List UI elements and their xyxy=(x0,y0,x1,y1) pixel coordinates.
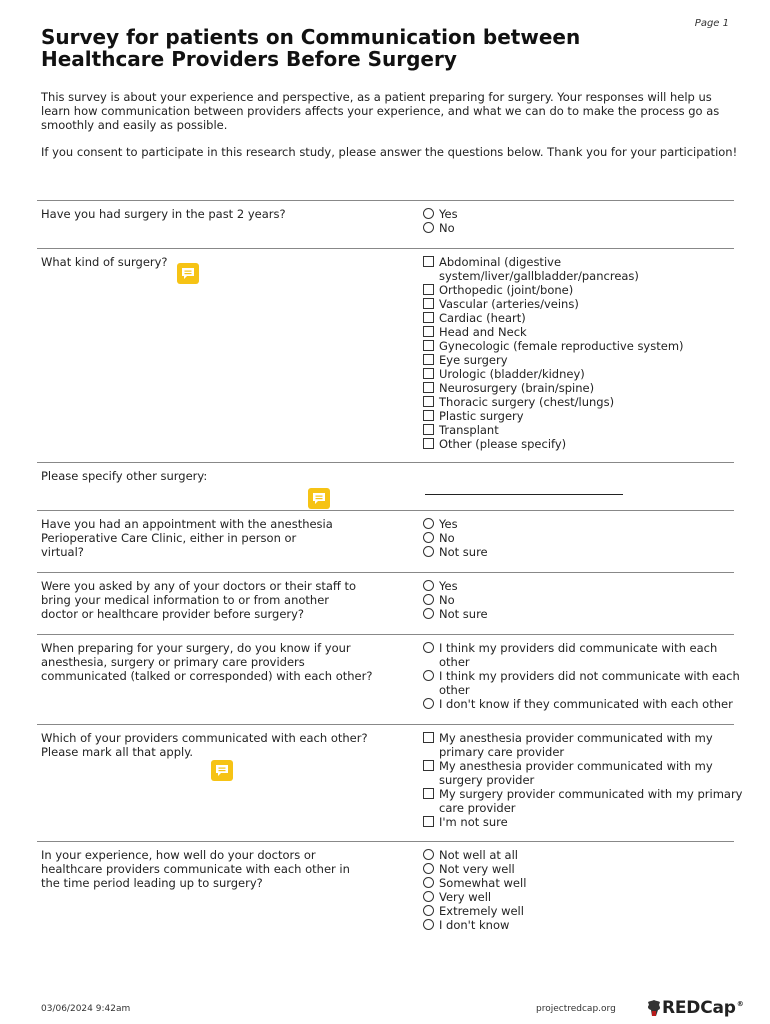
option-label: My anesthesia provider communicated with my surgery provider xyxy=(439,759,713,787)
option-label: Head and Neck xyxy=(439,325,527,339)
checkbox[interactable] xyxy=(423,816,434,827)
checkbox[interactable] xyxy=(423,284,434,295)
option-label: My anesthesia provider communicated with my primary care provider xyxy=(439,731,713,759)
option-label: I think my providers did communicate with each other xyxy=(439,641,718,669)
consent-paragraph: If you consent to participate in this research study, please answer the questions below. Thank you for your participation! xyxy=(41,145,738,159)
option[interactable] xyxy=(423,848,753,862)
option-label: Transplant xyxy=(439,423,499,437)
option[interactable] xyxy=(423,815,748,829)
footer-timestamp: 03/06/2024 9:42am xyxy=(41,1004,131,1014)
option-label: Not well at all xyxy=(439,848,518,862)
option-label: I think my providers did not communicate with each other xyxy=(439,669,740,697)
option[interactable] xyxy=(423,531,753,545)
options-anesthesia-clinic xyxy=(423,517,753,559)
option-label: No xyxy=(439,221,455,235)
options-providers-communicated xyxy=(423,641,748,711)
checkbox[interactable] xyxy=(423,424,434,435)
option[interactable] xyxy=(423,890,753,904)
option-label: Gynecologic (female reproductive system) xyxy=(439,339,684,353)
option[interactable] xyxy=(423,437,753,451)
logo-wordmark: REDCap® xyxy=(662,998,744,1018)
option-label: I'm not sure xyxy=(439,815,508,829)
option-label: Neurosurgery (brain/spine) xyxy=(439,381,595,395)
option[interactable] xyxy=(423,876,753,890)
question-surgery-kind: What kind of surgery? xyxy=(41,255,168,269)
divider xyxy=(37,510,734,511)
option[interactable] xyxy=(423,311,753,325)
divider xyxy=(37,572,734,573)
option[interactable] xyxy=(423,409,753,423)
option-label: My surgery provider communicated with my primary care provider xyxy=(439,787,743,815)
radio-button[interactable] xyxy=(423,891,434,902)
option[interactable] xyxy=(423,325,753,339)
radio-button[interactable] xyxy=(423,919,434,930)
divider xyxy=(37,248,734,249)
checkbox[interactable] xyxy=(423,312,434,323)
option[interactable] xyxy=(423,731,748,759)
radio-button[interactable] xyxy=(423,222,434,233)
radio-button[interactable] xyxy=(423,580,434,591)
option[interactable] xyxy=(423,669,748,697)
option[interactable] xyxy=(423,255,753,283)
options-bring-info xyxy=(423,579,753,621)
option[interactable] xyxy=(423,759,748,787)
checkbox[interactable] xyxy=(423,354,434,365)
option[interactable] xyxy=(423,207,753,221)
options-which-providers xyxy=(423,731,748,829)
other-surgery-input[interactable] xyxy=(425,494,623,495)
option-label: Yes xyxy=(439,517,458,531)
survey-title: Survey for patients on Communication between Healthcare Providers Before Surgery xyxy=(41,25,581,71)
option-label: Thoracic surgery (chest/lungs) xyxy=(439,395,615,409)
option-label: Cardiac (heart) xyxy=(439,311,526,325)
comment-bubble-icon[interactable] xyxy=(177,263,199,284)
option[interactable] xyxy=(423,353,753,367)
option-label: Somewhat well xyxy=(439,876,527,890)
options-recent-surgery xyxy=(423,207,753,235)
radio-button[interactable] xyxy=(423,208,434,219)
checkbox[interactable] xyxy=(423,396,434,407)
option[interactable] xyxy=(423,221,753,235)
option-label: Other (please specify) xyxy=(439,437,567,451)
option[interactable] xyxy=(423,381,753,395)
radio-button[interactable] xyxy=(423,546,434,557)
option[interactable] xyxy=(423,367,753,381)
radio-button[interactable] xyxy=(423,518,434,529)
footer-site-link[interactable]: projectredcap.org xyxy=(536,1004,616,1014)
divider xyxy=(37,634,734,635)
option-label: Not sure xyxy=(439,607,488,621)
redcap-logo-icon xyxy=(646,999,662,1017)
option[interactable] xyxy=(423,607,753,621)
option[interactable] xyxy=(423,904,753,918)
checkbox[interactable] xyxy=(423,382,434,393)
option[interactable] xyxy=(423,697,748,711)
option[interactable] xyxy=(423,283,753,297)
option[interactable] xyxy=(423,545,753,559)
radio-button[interactable] xyxy=(423,670,434,681)
radio-button[interactable] xyxy=(423,698,434,709)
intro-paragraph: This survey is about your experience and perspective, as a patient preparing for surgery. Your responses will help us learn how communication between providers affects your experience, and what we can do to make the process go as smoothly and easily as possible. xyxy=(41,90,720,132)
checkbox[interactable] xyxy=(423,298,434,309)
option-label: I don't know if they communicated with each other xyxy=(439,697,733,711)
radio-button[interactable] xyxy=(423,532,434,543)
comment-bubble-icon[interactable] xyxy=(211,760,233,781)
checkbox[interactable] xyxy=(423,410,434,421)
checkbox[interactable] xyxy=(423,368,434,379)
redcap-logo xyxy=(646,997,744,1019)
radio-button[interactable] xyxy=(423,863,434,874)
radio-button[interactable] xyxy=(423,877,434,888)
option-label: I don't know xyxy=(439,918,510,932)
options-surgery-kind xyxy=(423,255,753,451)
checkbox[interactable] xyxy=(423,340,434,351)
checkbox[interactable] xyxy=(423,326,434,337)
option-label: Plastic surgery xyxy=(439,409,524,423)
radio-button[interactable] xyxy=(423,905,434,916)
divider xyxy=(37,841,734,842)
option-label: Yes xyxy=(439,579,458,593)
options-how-well xyxy=(423,848,753,932)
question-other-surgery: Please specify other surgery: xyxy=(41,469,208,483)
option-label: Not very well xyxy=(439,862,515,876)
checkbox[interactable] xyxy=(423,732,434,743)
question-anesthesia-clinic: Have you had an appointment with the anesthesia Perioperative Care Clinic, either in person or virtual? xyxy=(41,517,333,559)
option-label: No xyxy=(439,531,455,545)
checkbox[interactable] xyxy=(423,788,434,799)
option-label: Yes xyxy=(439,207,458,221)
comment-bubble-icon[interactable] xyxy=(308,488,330,509)
radio-button[interactable] xyxy=(423,849,434,860)
option[interactable] xyxy=(423,423,753,437)
radio-button[interactable] xyxy=(423,594,434,605)
option[interactable] xyxy=(423,579,753,593)
divider xyxy=(37,462,734,463)
radio-button[interactable] xyxy=(423,608,434,619)
option[interactable] xyxy=(423,918,753,932)
question-recent-surgery: Have you had surgery in the past 2 years? xyxy=(41,207,286,221)
question-which-providers: Which of your providers communicated with each other? Please mark all that apply. xyxy=(41,731,368,759)
option-label: Very well xyxy=(439,890,492,904)
question-bring-info: Were you asked by any of your doctors or their staff to bring your medical information to or from another doctor or healthcare provider before surgery? xyxy=(41,579,357,621)
option[interactable] xyxy=(423,862,753,876)
question-providers-communicated: When preparing for your surgery, do you know if your anesthesia, surgery or primary care providers communicated (talked or corresponded) with each other? xyxy=(41,641,373,683)
option[interactable] xyxy=(423,395,753,409)
option-label: Vascular (arteries/veins) xyxy=(439,297,579,311)
option-label: Orthopedic (joint/bone) xyxy=(439,283,574,297)
page-number: Page 1 xyxy=(694,18,729,29)
option-label: Urologic (bladder/kidney) xyxy=(439,367,585,381)
radio-button[interactable] xyxy=(423,642,434,653)
checkbox[interactable] xyxy=(423,760,434,771)
option-label: Not sure xyxy=(439,545,488,559)
divider xyxy=(37,724,734,725)
option-label: Abdominal (digestive system/liver/gallbladder/pancreas) xyxy=(439,255,639,283)
option[interactable] xyxy=(423,297,753,311)
checkbox[interactable] xyxy=(423,438,434,449)
option-label: Eye surgery xyxy=(439,353,508,367)
option-label: No xyxy=(439,593,455,607)
question-how-well: In your experience, how well do your doctors or healthcare providers communicate with each other in the time period leading up to surgery? xyxy=(41,848,350,890)
option[interactable] xyxy=(423,517,753,531)
divider xyxy=(37,200,734,201)
checkbox[interactable] xyxy=(423,256,434,267)
option[interactable] xyxy=(423,787,748,815)
option-label: Extremely well xyxy=(439,904,524,918)
option[interactable] xyxy=(423,641,748,669)
option[interactable] xyxy=(423,593,753,607)
option[interactable] xyxy=(423,339,753,353)
